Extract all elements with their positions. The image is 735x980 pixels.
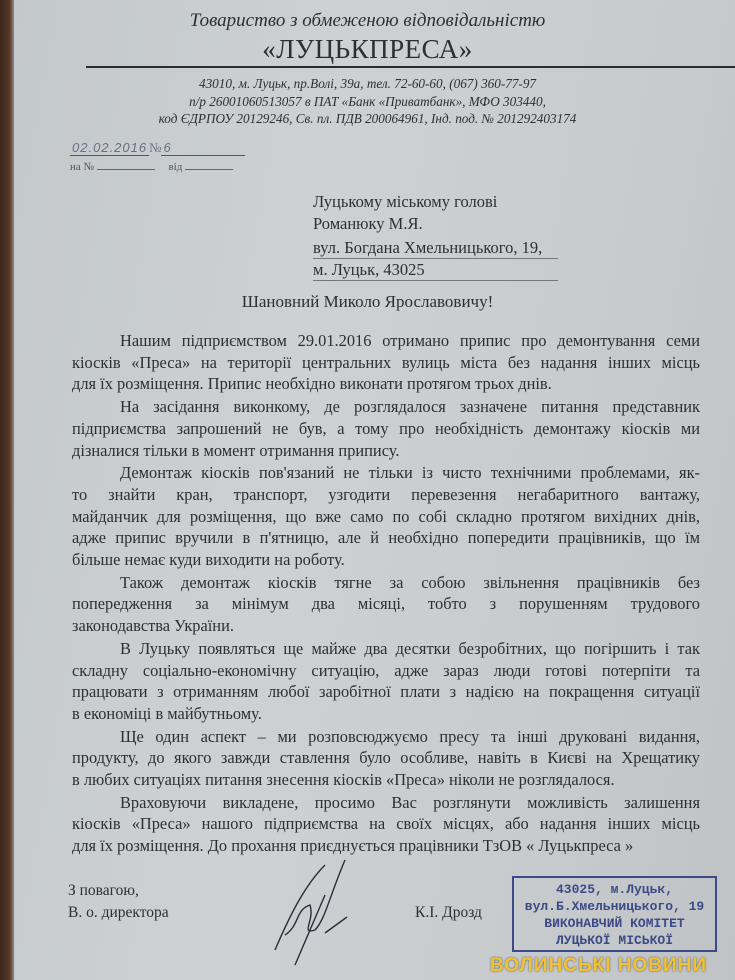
paragraph [72, 726, 700, 791]
paragraph [72, 638, 700, 725]
reference-line [70, 161, 233, 173]
closing-position: В. о. директора [68, 904, 169, 921]
text-line: Ще один аспект – ми розповсюджуємо пресу та інші друковані видання, [120, 726, 700, 746]
text-line: Нашим підприємством 29.01.2016 отримано припис про демонтування семи [120, 331, 700, 350]
text-line: На засідання виконкому, де розглядалося зазначене питання представник [120, 397, 700, 417]
stamp-line: вул.Б.Хмельницького, 19 [524, 899, 705, 914]
from-label: від [168, 161, 183, 173]
closing-regards: З повагою, [68, 882, 139, 899]
text-line: більше немає куди виходити на роботу. [72, 550, 345, 570]
addressee-name: Романюку М.Я. [313, 214, 423, 233]
text-line: дізналися тільки в момент отримання припису. [72, 440, 400, 460]
addressee-street: вул. Богдана Хмельницького, 19, [313, 238, 558, 259]
letter-body [72, 330, 700, 858]
text-line: Також демонтаж кіосків тягне за собою звільнення працівників без [120, 572, 700, 592]
salutation: Шановний Миколо Ярославовичу! [241, 292, 494, 311]
text-line: для їх розміщення. До прохання приєднується працівники ТзОВ « Луцькпреса » [72, 836, 634, 856]
addressee-title: Луцькому міському голові [313, 192, 498, 211]
paragraph [72, 462, 700, 571]
addressee-city: м. Луцьк, 43025 [313, 260, 558, 281]
watermark: ВОЛИНСЬКІ НОВИНИ [490, 955, 708, 976]
number-label: № [149, 140, 162, 155]
requisites-line: 43010, м. Луцьк, пр.Волі, 39а, тел. 72-60-60, (067) 360-77-97 [198, 76, 537, 91]
ref-label: на № [70, 161, 95, 173]
company-name: «ЛУЦЬКПРЕСА» [262, 34, 473, 64]
text-line: в любих ситуаціях питання знесення кіосків «Преса» ніколи не розглядалося. [72, 770, 615, 790]
text-line: Демонтаж кіосків пов'язаний не тільки із чисто технічними проблемами, як- [120, 463, 700, 483]
outgoing-number: 6 [161, 140, 245, 156]
text-line: адже припис вручили в п'ятницю, але й необхідно попередити працівників, що їм [72, 528, 700, 548]
text-line: підприємства запрошений не був, а тому про необхідність демонтажу кіосків ми [72, 418, 700, 438]
text-line: майданчик для розміщення, що вже само по собі складно протягом вихідних днів, [72, 506, 700, 526]
letterhead-divider [86, 66, 735, 68]
stamp-line: 43025, м.Луцьк, [555, 882, 674, 897]
text-line: законодавства України. [72, 616, 234, 636]
handwritten-signature [255, 855, 375, 975]
paragraph [72, 572, 700, 637]
paragraph [72, 396, 700, 461]
requisites-line: код ЄДРПОУ 20129246, Св. пл. ПДВ 200064961, Інд. под. № 201292403174 [158, 111, 577, 126]
desk-edge [0, 0, 14, 980]
signer-name: К.І. Дрозд [415, 904, 482, 921]
text-line: то знайти кран, транспорт, узгодити перевезення негабаритного вантажу, [72, 484, 700, 504]
stamp-line: ВИКОНАВЧИЙ КОМІТЕТ [544, 916, 685, 931]
text-line: продукту, до якого завжди ставлення було особливе, навіть в Києві на Хрещатику [72, 748, 700, 768]
text-line: в економіці в майбутньому. [72, 703, 262, 723]
outgoing-date: 02.02.2016 [72, 140, 148, 155]
text-line: працювати з отриманням любої заробітної плати з надією на покращення ситуації [72, 682, 700, 702]
text-line: кіосків «Преса» нашого підприємства на своїх місцях, або надання інших місць [72, 814, 700, 834]
company-type: Товариство з обмеженою відповідальністю [189, 10, 546, 31]
text-line: попередження за мінімум два місяці, тобто з порушенням трудового [72, 594, 700, 614]
outgoing-date-number [70, 140, 245, 156]
text-line: В Луцьку появляться ще майже два десятки безробітних, що погіршить і так [120, 638, 700, 658]
paragraph [72, 792, 700, 857]
text-line: кіосків «Преса» на території центральних вулиць міста без надання інших місць [72, 352, 700, 372]
requisites-line: п/р 26001060513057 в ПАТ «Банк «Приватбанк», МФО 303440, [189, 94, 546, 109]
paragraph [72, 330, 700, 395]
text-line: складну соціально-економічну ситуацію, адже зараз люди готові потерпіти та [72, 660, 700, 680]
registration-stamp [512, 876, 717, 952]
text-line: для їх розміщення. Припис необхідно виконати протягом трьох днів. [72, 374, 552, 394]
stamp-line: ЛУЦЬКОЇ МІСЬКОЇ [555, 933, 674, 948]
text-line: Враховуючи викладене, просимо Вас розглянути можливість залишення [120, 792, 700, 812]
